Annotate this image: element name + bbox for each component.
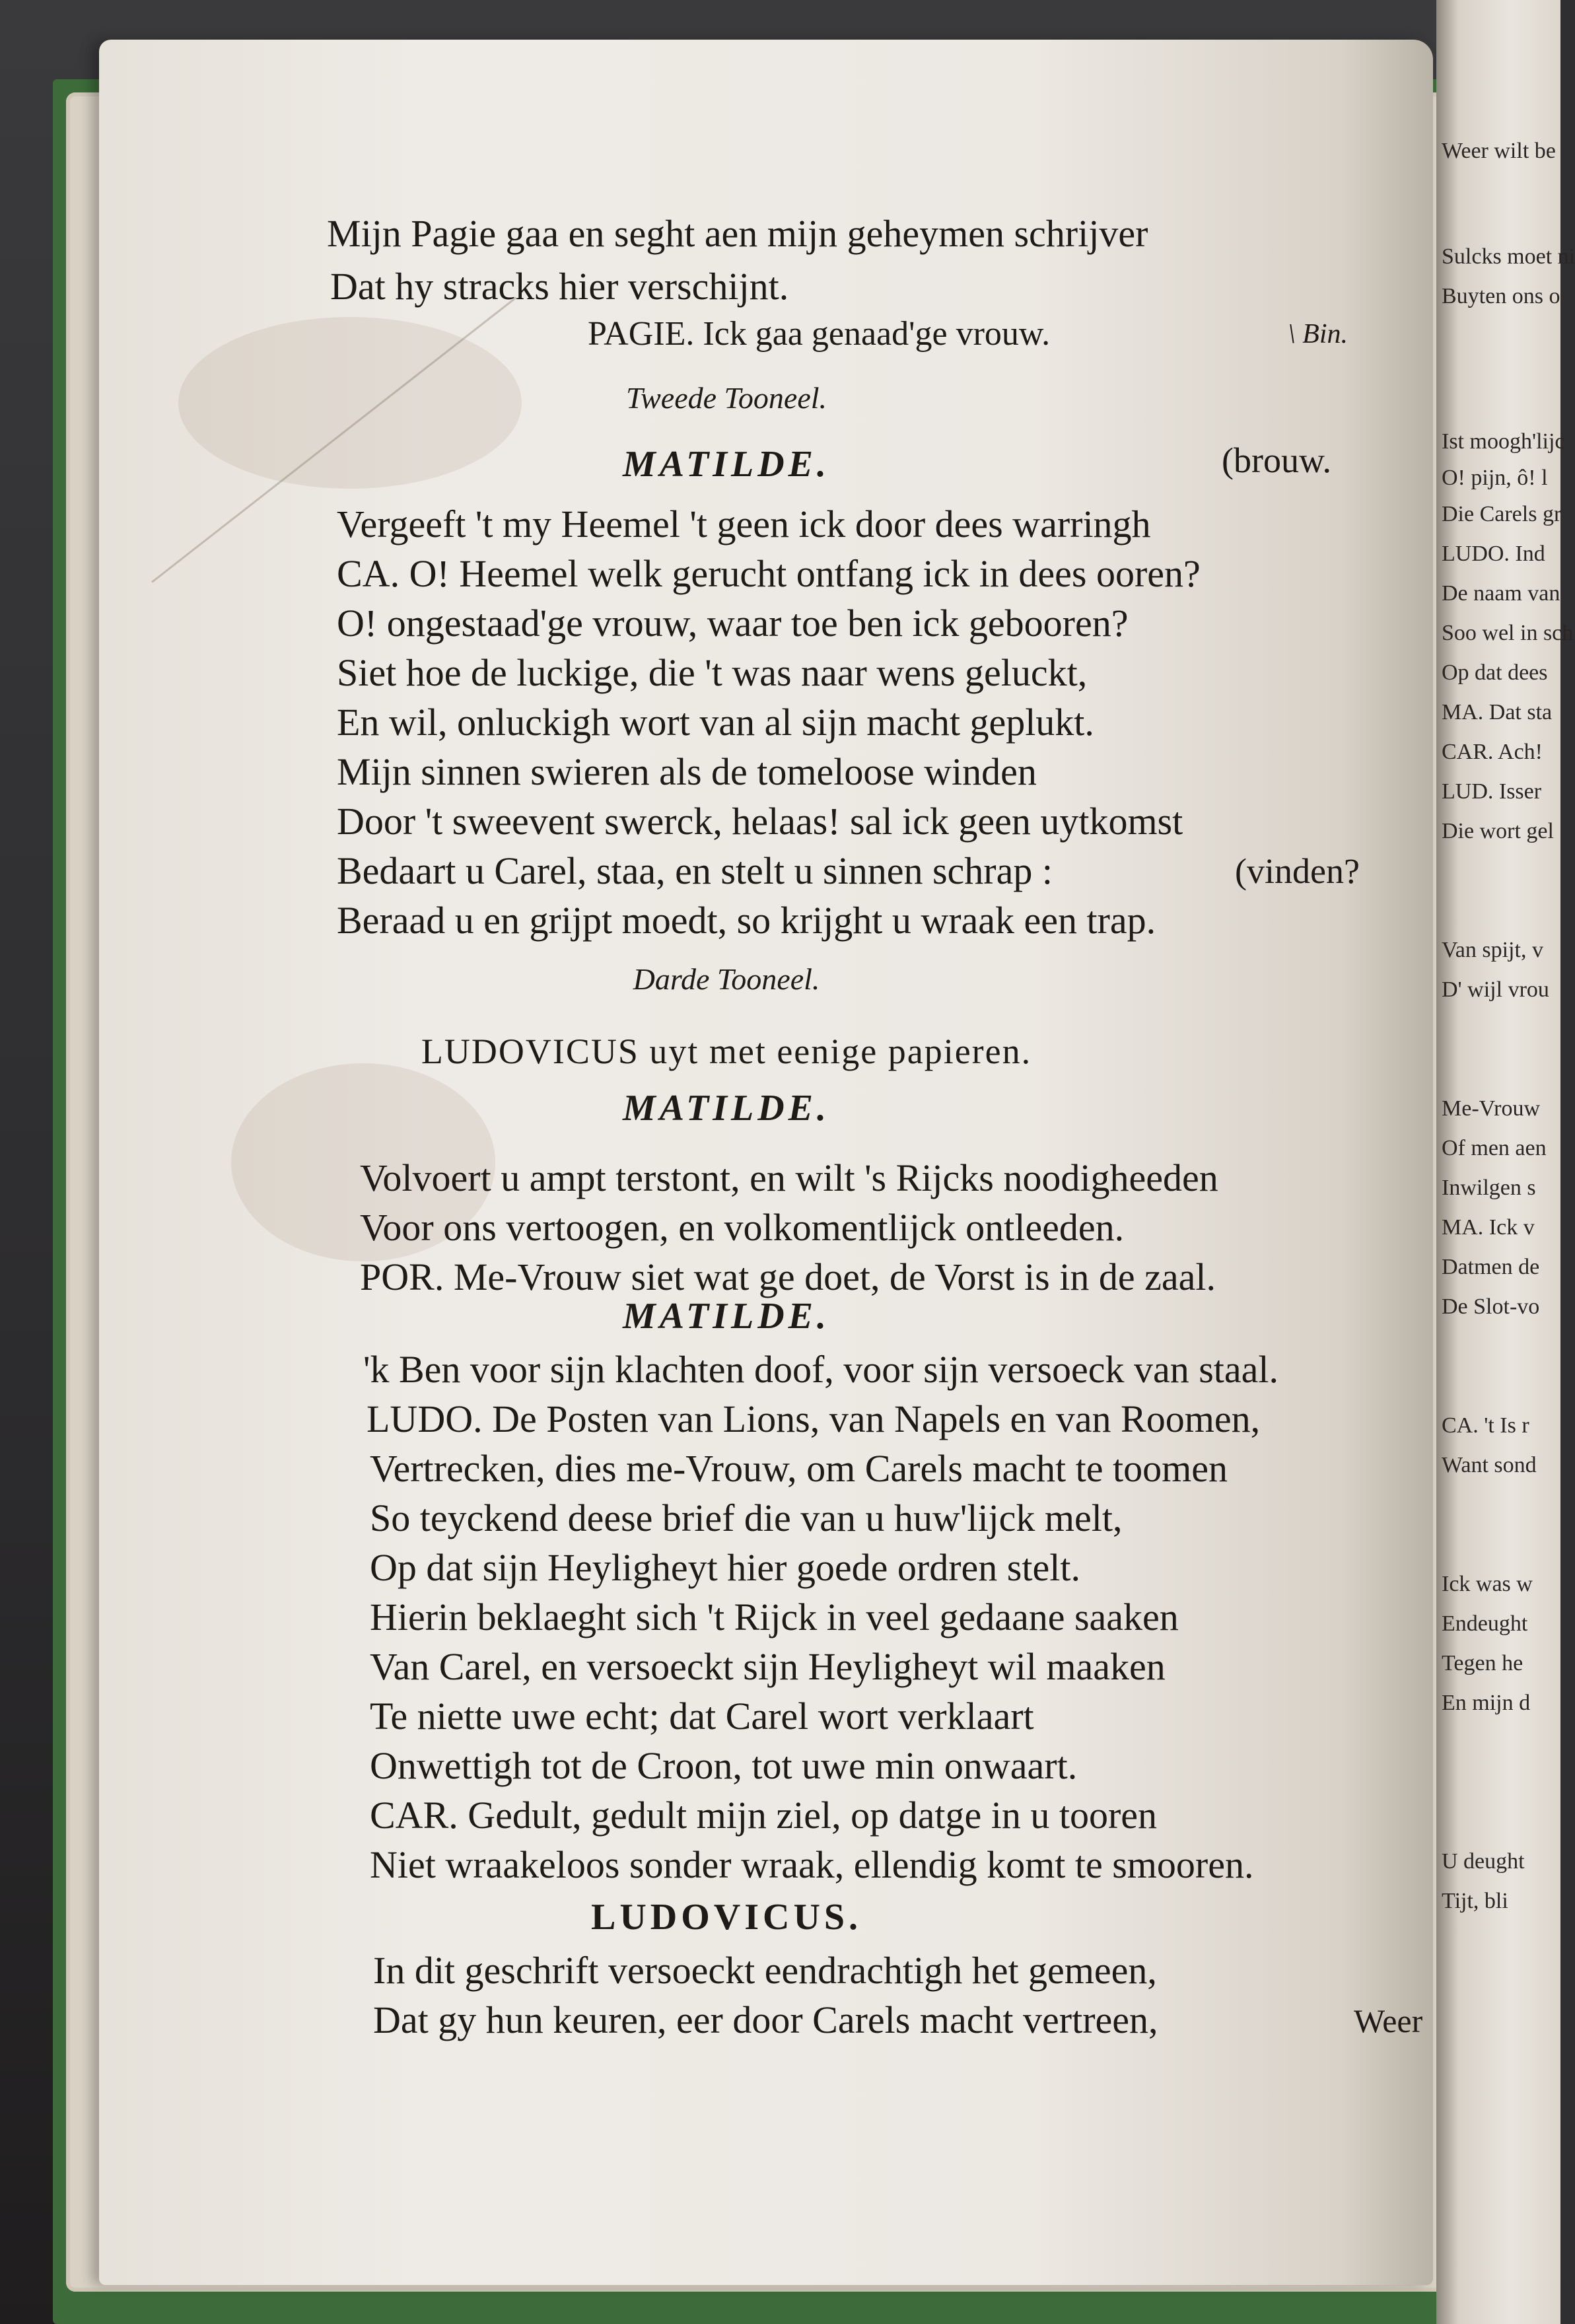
- facing-line: Tegen he: [1442, 1651, 1523, 1675]
- facing-line: De naam van: [1442, 581, 1560, 606]
- verse-line: 'k Ben voor sijn klachten doof, voor sijn versoeck van staal.: [363, 1348, 1279, 1391]
- text-line: Mijn Pagie gaa en seght aen mijn geheymen schrijver: [327, 212, 1148, 255]
- verse-line: Volvoert u ampt terstont, en wilt 's Rijcks noodigheeden: [360, 1156, 1218, 1199]
- facing-line: LUDO. Ind: [1442, 542, 1545, 566]
- facing-line: Ist moogh'lijc: [1442, 429, 1565, 454]
- verse-line: Door 't sweevent swerck, helaas! sal ick geen uytkomst: [337, 800, 1183, 843]
- verse-line: Siet hoe de luckige, die 't was naar wens geluckt,: [337, 651, 1088, 694]
- scene-title: Tweede Tooneel.: [625, 381, 827, 415]
- facing-line: Datmen de: [1442, 1255, 1540, 1279]
- verse-line: Niet wraakeloos sonder wraak, ellendig komt te smooren.: [370, 1843, 1254, 1886]
- facing-line: Soo wel in sch: [1442, 621, 1574, 645]
- facing-line: Of men aen: [1442, 1136, 1547, 1160]
- facing-line: Van spijt, v: [1442, 938, 1543, 962]
- text-line: Dat hy stracks hier verschijnt.: [330, 265, 789, 308]
- facing-line: Die Carels gr: [1442, 502, 1562, 526]
- facing-line: De Slot-vo: [1442, 1294, 1540, 1319]
- verse-line: Voor ons vertoogen, en volkomentlijck ontleeden.: [360, 1206, 1125, 1249]
- stage-direction: PAGIE. Ick gaa genaad'ge vrouw.: [588, 315, 1051, 353]
- facing-line: LUD. Isser: [1442, 779, 1542, 804]
- verse-line: Bedaart u Carel, staa, en stelt u sinnen schrap :: [337, 849, 1053, 892]
- verse-line: LUDO. De Posten van Lions, van Napels en van Roomen,: [367, 1397, 1261, 1440]
- verse-line: Te niette uwe echt; dat Carel wort verklaart: [370, 1695, 1034, 1738]
- facing-line: CA. 't Is r: [1442, 1413, 1529, 1438]
- book-page: [99, 40, 1433, 2285]
- facing-line: MA. Ick v: [1442, 1215, 1535, 1240]
- verse-line: Mijn sinnen swieren als de tomeloose winden: [337, 750, 1037, 793]
- facing-line: D' wijl vrou: [1442, 977, 1549, 1002]
- speaker-name: MATILDE.: [622, 1296, 831, 1337]
- verse-line: POR. Me-Vrouw siet wat ge doet, de Vorst is in de zaal.: [360, 1255, 1216, 1298]
- rhyme-carry: (vinden?: [1235, 851, 1360, 891]
- facing-line: Die wort gel: [1442, 819, 1554, 843]
- facing-line: Ick was w: [1442, 1572, 1533, 1596]
- facing-line: Endeught: [1442, 1611, 1528, 1636]
- facing-line: MA. Dat sta: [1442, 700, 1553, 724]
- verse-line: Beraad u en grijpt moedt, so krijght u wraak een trap.: [337, 899, 1156, 942]
- facing-line: Me-Vrouw: [1442, 1096, 1541, 1121]
- verse-line: In dit geschrift versoeckt eendrachtigh het gemeen,: [373, 1949, 1157, 1992]
- facing-line: Buyten ons o: [1442, 284, 1560, 308]
- verse-line: Dat gy hun keuren, eer door Carels macht vertreen,: [373, 1998, 1158, 2041]
- stage-direction: LUDOVICUS uyt met eenige papieren.: [421, 1032, 1032, 1071]
- catchword: Weer: [1354, 2002, 1423, 2039]
- verse-line: Vertrecken, dies me-Vrouw, om Carels macht te toomen: [370, 1447, 1228, 1490]
- rhyme-carry: (brouw.: [1222, 440, 1331, 480]
- verse-line: Vergeeft 't my Heemel 't geen ick door dees warringh: [337, 503, 1151, 546]
- verse-line: CAR. Gedult, gedult mijn ziel, op datge in u tooren: [370, 1794, 1158, 1837]
- facing-line: Weer wilt be: [1442, 139, 1556, 163]
- facing-line: Tijt, bli: [1442, 1889, 1508, 1913]
- facing-line: CAR. Ach!: [1442, 740, 1543, 764]
- verse-line: So teyckend deese brief die van u huw'lijck melt,: [370, 1497, 1123, 1539]
- facing-line: Op dat dees: [1442, 660, 1548, 685]
- verse-line: O! ongestaad'ge vrouw, waar toe ben ick gebooren?: [337, 602, 1129, 645]
- page-text: [99, 40, 1433, 2285]
- speaker-name: MATILDE.: [622, 1088, 831, 1129]
- facing-page: [1436, 0, 1575, 2324]
- facing-line: Sulcks moet ni: [1442, 244, 1575, 269]
- speaker-name: LUDOVICUS.: [590, 1897, 862, 1938]
- stage-note: \ Bin.: [1288, 319, 1348, 349]
- scene-title: Darde Tooneel.: [633, 962, 820, 996]
- facing-line: O! pijn, ô! l: [1442, 466, 1548, 490]
- verse-line: Hierin beklaeght sich 't Rijck in veel gedaane saaken: [370, 1596, 1179, 1638]
- verse-line: En wil, onluckigh wort van al sijn macht geplukt.: [337, 701, 1094, 744]
- facing-line: U deught: [1442, 1849, 1525, 1874]
- facing-line: Want sond: [1442, 1453, 1537, 1477]
- verse-line: CA. O! Heemel welk gerucht ontfang ick in dees ooren?: [337, 552, 1201, 595]
- facing-line: En mijn d: [1442, 1691, 1531, 1715]
- verse-line: Van Carel, en versoeckt sijn Heyligheyt wil maaken: [370, 1645, 1166, 1688]
- speaker-name: MATILDE.: [622, 444, 831, 485]
- verse-line: Onwettigh tot de Croon, tot uwe min onwaart.: [370, 1744, 1078, 1787]
- verse-line: Op dat sijn Heyligheyt hier goede ordren stelt.: [370, 1546, 1080, 1589]
- facing-line: Inwilgen s: [1442, 1176, 1536, 1200]
